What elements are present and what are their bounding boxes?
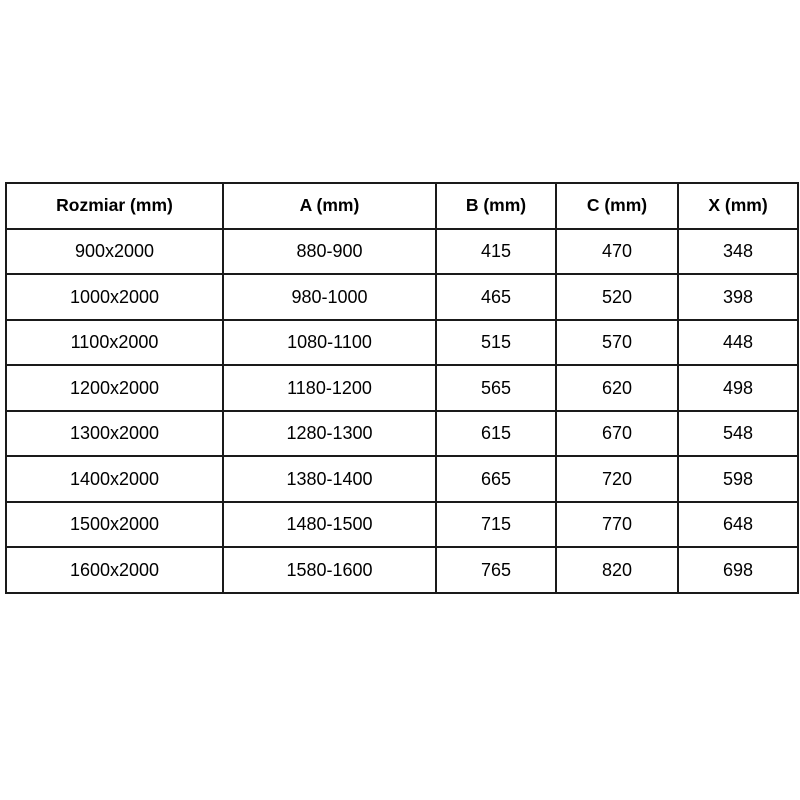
table-cell: 1200x2000 <box>6 365 223 411</box>
table-cell: 565 <box>436 365 556 411</box>
table-cell: 415 <box>436 229 556 275</box>
table-cell: 1480-1500 <box>223 502 436 548</box>
table-cell: 1500x2000 <box>6 502 223 548</box>
table-cell: 1280-1300 <box>223 411 436 457</box>
table-cell: 598 <box>678 456 798 502</box>
table-cell: 615 <box>436 411 556 457</box>
table-cell: 1000x2000 <box>6 274 223 320</box>
table-cell: 1300x2000 <box>6 411 223 457</box>
table-cell: 1080-1100 <box>223 320 436 366</box>
table-cell: 715 <box>436 502 556 548</box>
table-cell: 348 <box>678 229 798 275</box>
table-cell: 665 <box>436 456 556 502</box>
column-header-x: X (mm) <box>678 183 798 229</box>
table-cell: 720 <box>556 456 678 502</box>
dimensions-table <box>5 182 799 594</box>
table-row <box>6 365 798 411</box>
table-cell: 820 <box>556 547 678 593</box>
table-row <box>6 411 798 457</box>
table-cell: 570 <box>556 320 678 366</box>
table-cell: 880-900 <box>223 229 436 275</box>
table-cell: 1600x2000 <box>6 547 223 593</box>
table-row <box>6 320 798 366</box>
table-cell: 1380-1400 <box>223 456 436 502</box>
table-cell: 398 <box>678 274 798 320</box>
table-cell: 1100x2000 <box>6 320 223 366</box>
table-cell: 648 <box>678 502 798 548</box>
table-cell: 1580-1600 <box>223 547 436 593</box>
table-cell: 1180-1200 <box>223 365 436 411</box>
table-cell: 620 <box>556 365 678 411</box>
table-cell: 900x2000 <box>6 229 223 275</box>
table-cell: 670 <box>556 411 678 457</box>
table-cell: 980-1000 <box>223 274 436 320</box>
table-cell: 548 <box>678 411 798 457</box>
table-row <box>6 547 798 593</box>
header-row <box>6 183 798 229</box>
table-cell: 1400x2000 <box>6 456 223 502</box>
table-cell: 765 <box>436 547 556 593</box>
table-cell: 448 <box>678 320 798 366</box>
column-header-a: A (mm) <box>223 183 436 229</box>
table-cell: 498 <box>678 365 798 411</box>
table-cell: 470 <box>556 229 678 275</box>
table-row <box>6 456 798 502</box>
column-header-c: C (mm) <box>556 183 678 229</box>
table-row <box>6 229 798 275</box>
table-cell: 770 <box>556 502 678 548</box>
table-row <box>6 274 798 320</box>
column-header-b: B (mm) <box>436 183 556 229</box>
table-header <box>6 183 798 229</box>
table-body <box>6 229 798 593</box>
column-header-rozmiar: Rozmiar (mm) <box>6 183 223 229</box>
table-row <box>6 502 798 548</box>
table-cell: 465 <box>436 274 556 320</box>
table-cell: 515 <box>436 320 556 366</box>
table-cell: 698 <box>678 547 798 593</box>
table-cell: 520 <box>556 274 678 320</box>
